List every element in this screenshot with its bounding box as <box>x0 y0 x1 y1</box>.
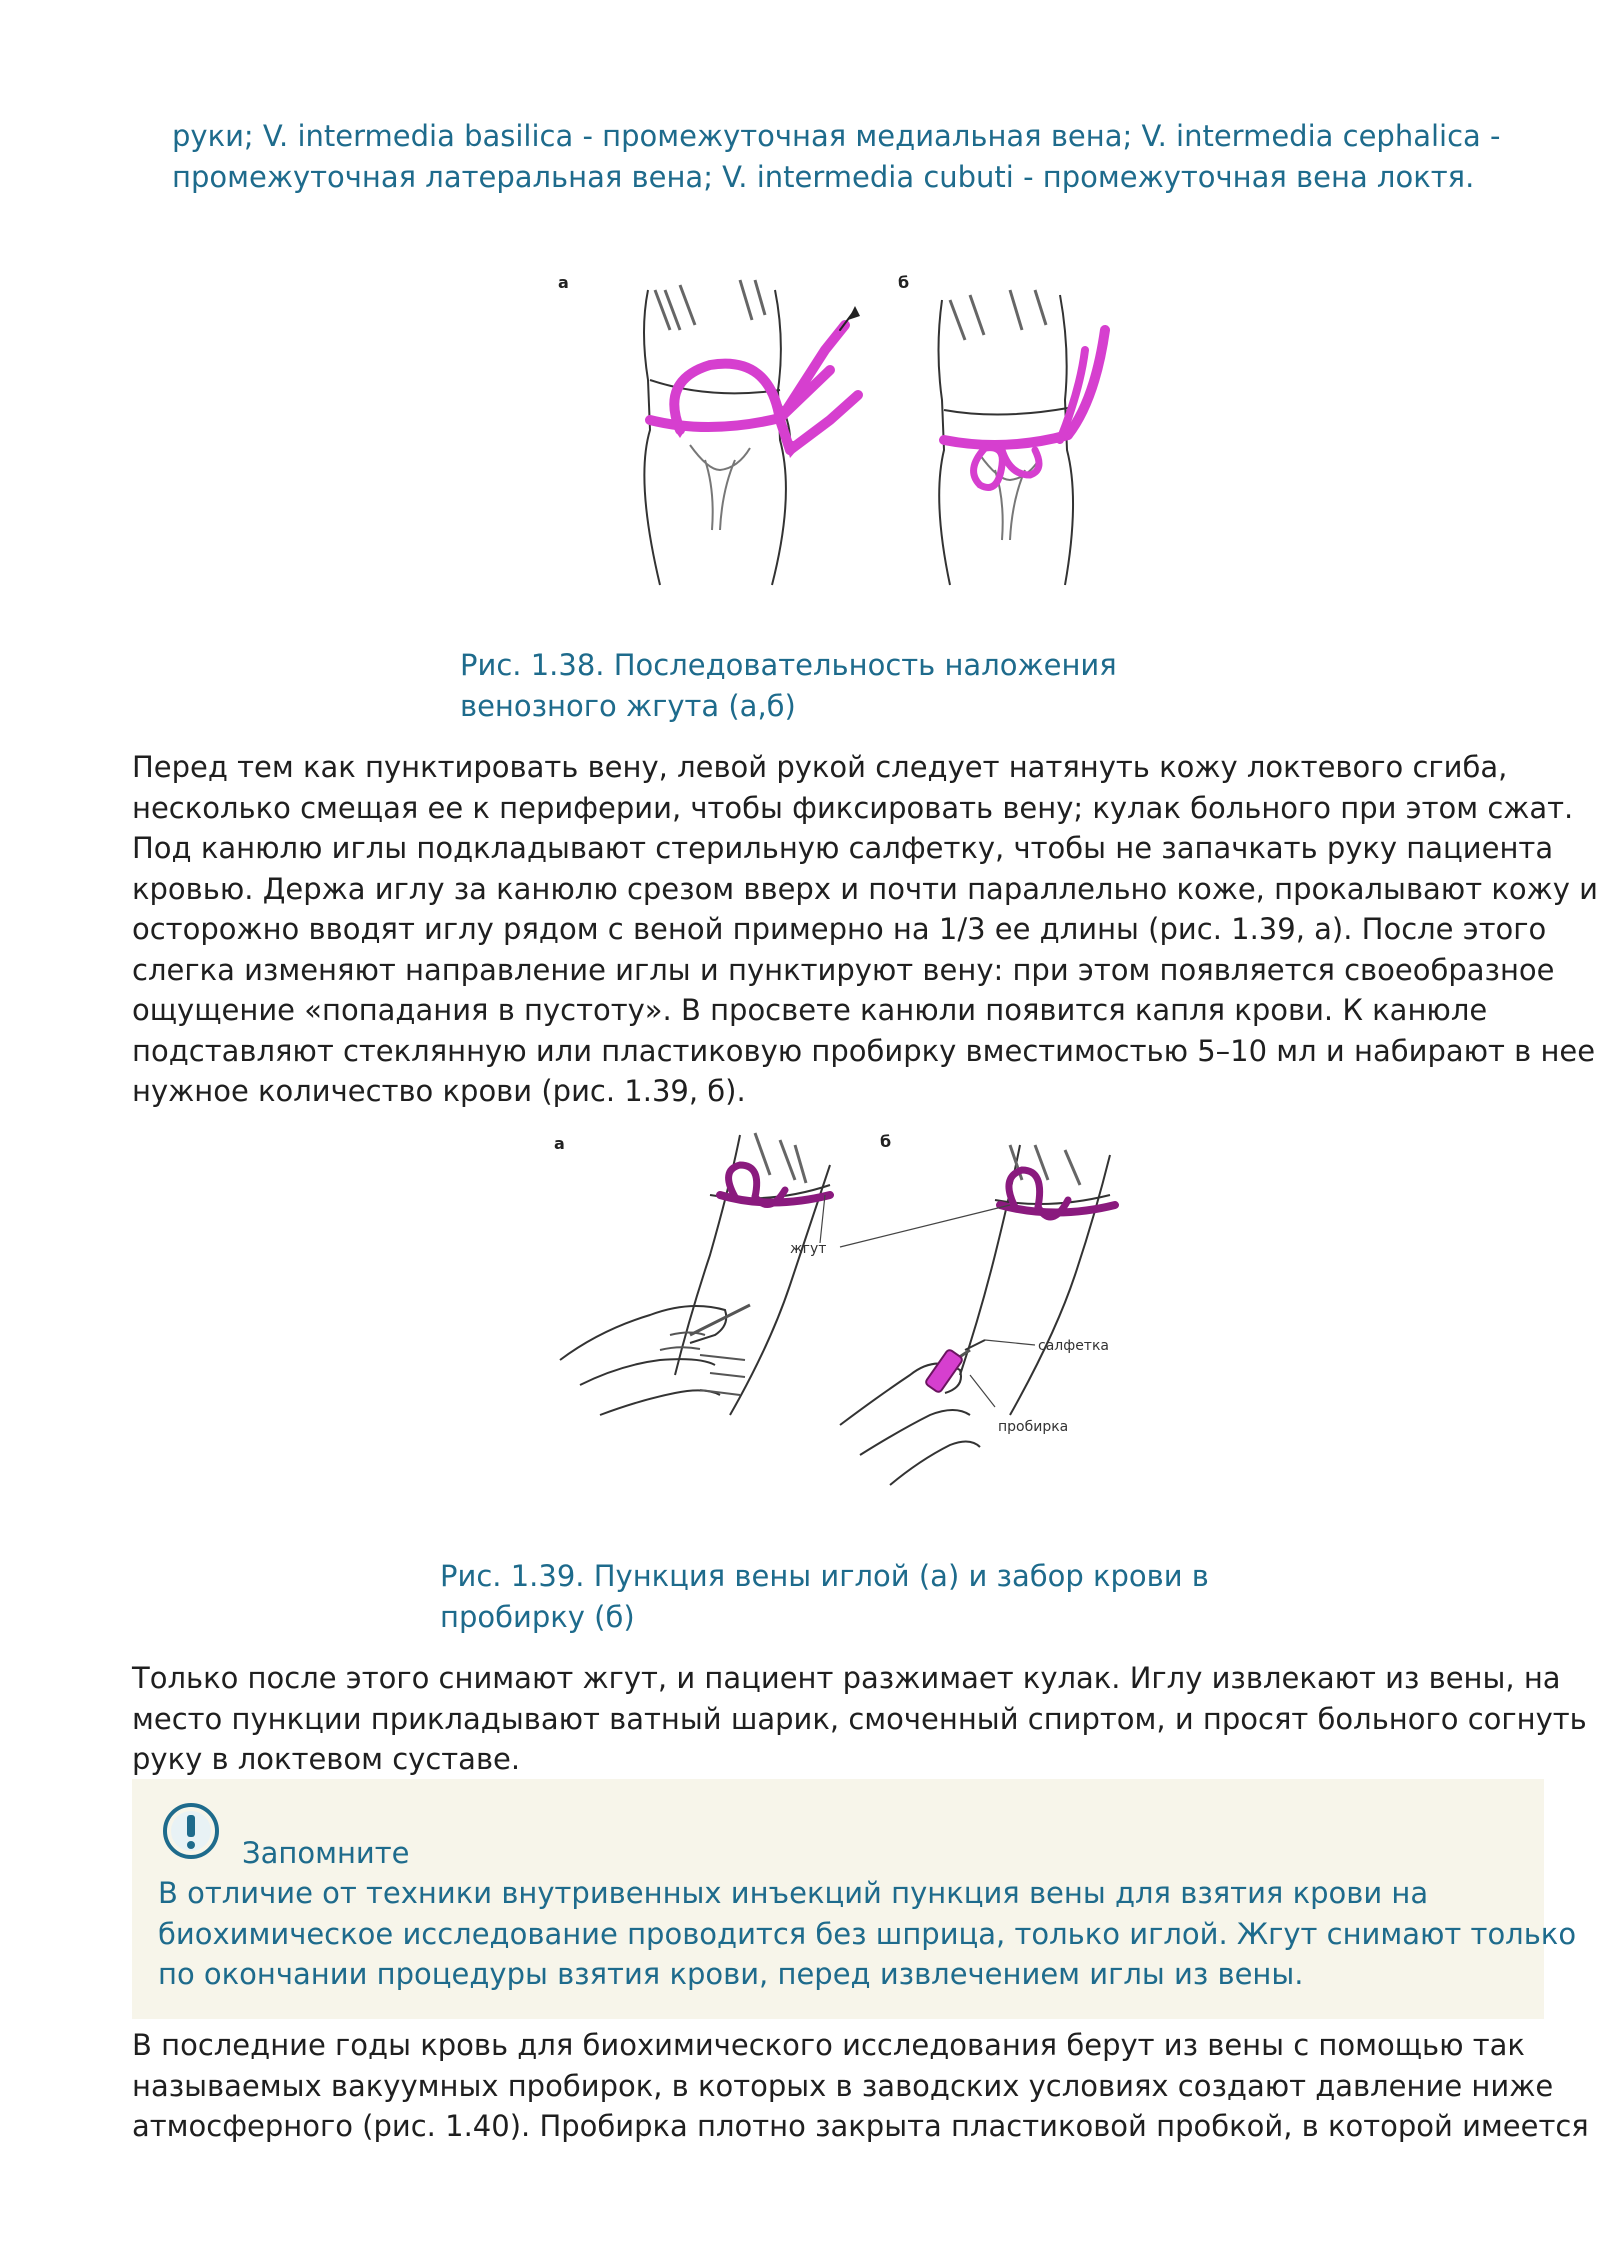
exclamation-circle-icon <box>160 1800 222 1862</box>
figure-1-39-caption-line-1: Рис. 1.39. Пункция вены иглой (а) и забор крови в <box>440 1559 1209 1593</box>
figure-1-38-caption-line-1: Рис. 1.38. Последовательность наложения <box>460 648 1117 682</box>
paragraph-2-line-2: место пункции прикладывают ватный шарик, смоченный спиртом, и просят больного согнуть <box>132 1701 1587 1736</box>
paragraph-1-line-5: осторожно вводят иглу рядом с веной примерно на 1/3 ее длины (рис. 1.39, а). После этого <box>132 912 1547 946</box>
label-napkin: салфетка <box>1038 1338 1109 1354</box>
paragraph-3-line-2: называемых вакуумных пробирок, в которых в заводских условиях создают давление ниже <box>132 2068 1554 2103</box>
paragraph-1-line-7: ощущение «попадания в пустоту». В просвете канюли появится капля крови. К канюле <box>132 993 1488 1027</box>
figure-1-39-caption-line-2: пробирку (б) <box>440 1599 635 1634</box>
paragraph-2-line-3: руку в локтевом суставе. <box>132 1742 521 1776</box>
paragraph-1-line-1: Перед тем как пунктировать вену, левой рукой следует натянуть кожу локтевого сгиба, <box>132 750 1508 784</box>
label-tourniquet: жгут <box>790 1241 827 1257</box>
paragraph-2 <box>132 1658 1587 1780</box>
paragraph-3 <box>132 2025 1589 2147</box>
paragraph-1-line-9: нужное количество крови (рис. 1.39, б). <box>132 1074 746 1108</box>
paragraph-2-line-1: Только после этого снимают жгут, и пациент разжимает кулак. Иглу извлекают из вены, на <box>132 1661 1561 1695</box>
tourniquet-collection-b <box>1000 1170 1115 1217</box>
figure-1-39-label-b: б <box>880 1132 892 1151</box>
paragraph-1-line-4: кровью. Держа иглу за канюлю срезом вверх и почти параллельно коже, прокалывают кожу и <box>132 871 1598 906</box>
paragraph-1-line-3: Под канюлю иглы подкладывают стерильную салфетку, чтобы не запачкать руку пациента <box>132 831 1554 865</box>
callout-text-line-2: биохимическое исследование проводится без шприца, только иглой. Жгут снимают только <box>158 1916 1577 1951</box>
callout-title: Запомните <box>242 1836 410 1870</box>
figure-1-39-label-a: а <box>554 1134 565 1153</box>
paragraph-1 <box>132 747 1598 1112</box>
arm-b-collection-drawing <box>840 1145 1110 1485</box>
arm-a-drawing <box>644 280 790 585</box>
intro-text <box>172 116 1501 197</box>
paragraph-1-line-8: подставляют стеклянную или пластиковую пробирку вместимостью 5–10 мл и набирают в нее <box>132 1033 1596 1068</box>
tourniquet-a <box>650 306 860 458</box>
label-tube: пробирка <box>998 1419 1069 1435</box>
figure-1-38-caption-line-2: венозного жгута (а,б) <box>460 688 796 723</box>
paragraph-1-line-2: несколько смещая ее к периферии, чтобы фиксировать вену; кулак больного при этом сжат. <box>132 790 1574 825</box>
paragraph-3-line-1: В последние годы кровь для биохимического исследования берут из вены с помощью так <box>132 2028 1525 2062</box>
figure-1-38-caption <box>460 645 1117 726</box>
figure-1-38-label-a: а <box>558 273 569 292</box>
paragraph-3-line-3: атмосферного (рис. 1.40). Пробирка плотно закрыта пластиковой пробкой, в которой имеется <box>132 2109 1589 2143</box>
blood-tube-drawing <box>925 1340 985 1393</box>
intro-line-2: промежуточная латеральная вена; V. intermedia cubuti - промежуточная вена локтя. <box>172 159 1475 194</box>
figure-1-39-caption <box>440 1556 1209 1637</box>
paragraph-1-line-6: слегка изменяют направление иглы и пунктируют вену: при этом появляется своеобразное <box>132 952 1555 987</box>
callout-text-line-3: по окончании процедуры взятия крови, перед извлечением иглы из вены. <box>158 1957 1304 1991</box>
tourniquet-puncture-a <box>720 1165 830 1205</box>
tourniquet-b <box>944 330 1105 488</box>
figure-1-38-illustration <box>540 270 1140 600</box>
intro-line-1: руки; V. intermedia basilica - промежуточная медиальная вена; V. intermedia cephalica - <box>172 119 1501 153</box>
figure-1-39-illustration <box>540 1125 1160 1505</box>
callout-text-line-1: В отличие от техники внутривенных инъекций пункция вены для взятия крови на <box>158 1876 1429 1910</box>
figure-1-38-label-b: б <box>898 273 910 292</box>
callout-text <box>158 1873 1576 1995</box>
arm-a-puncture-drawing <box>560 1133 830 1415</box>
